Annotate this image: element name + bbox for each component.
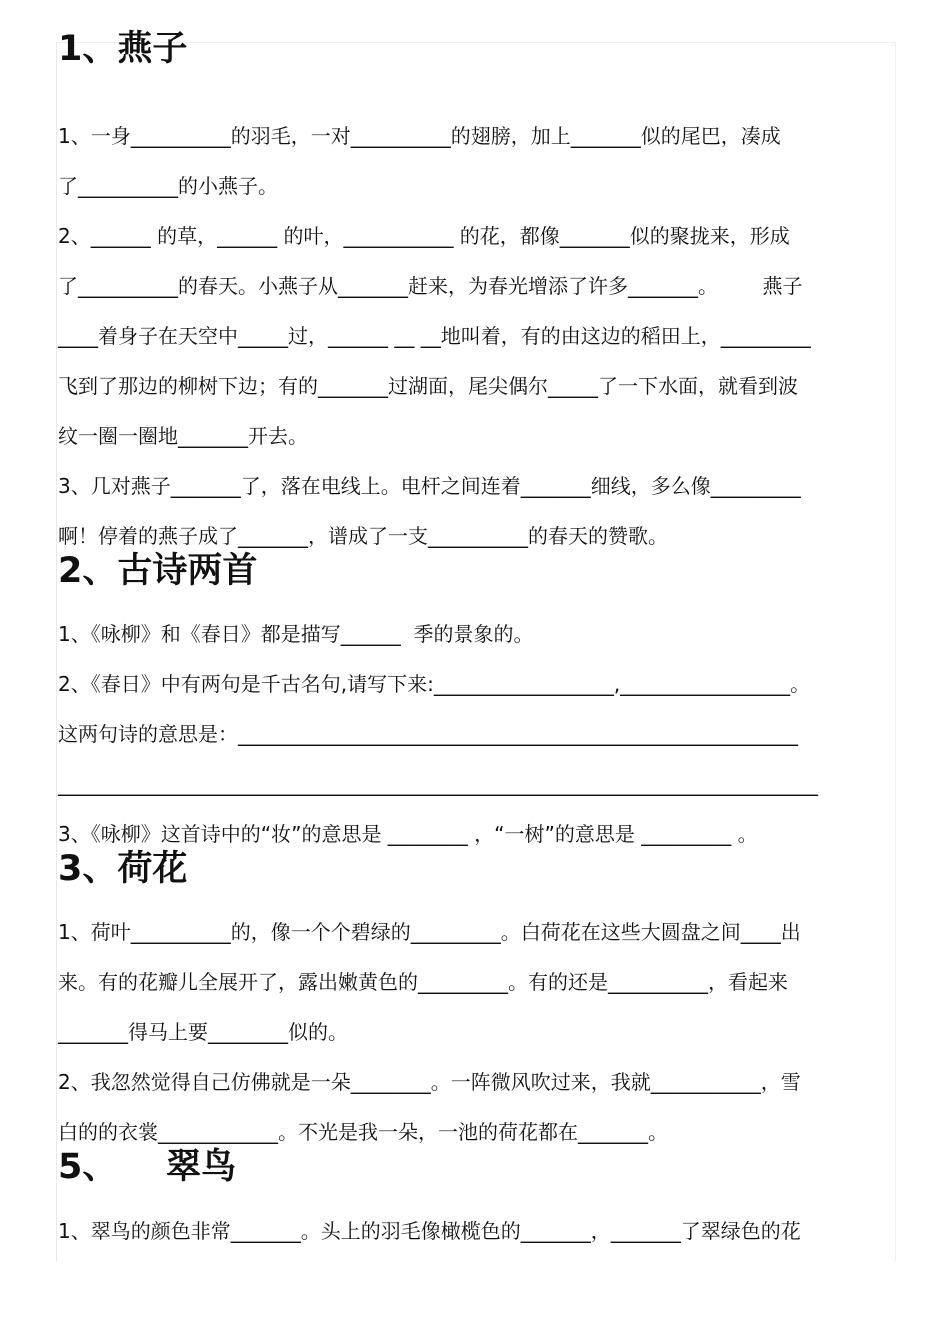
- section-heading: 5、 翠鸟: [58, 1147, 237, 1187]
- question-line: 1、《咏柳》和《春日》都是描写______ 季的景象的。: [58, 622, 534, 646]
- section-heading: 3、荷花: [58, 849, 188, 889]
- question-line: 了__________的小燕子。: [58, 174, 278, 198]
- question-line: ____着身子在天空中_____过，______ __ __地叫着，有的由这边的稻田上，_________: [58, 324, 811, 348]
- question-line: 了__________的春天。小燕子从_______赶来，为春光增添了许多_______。 燕子: [58, 274, 803, 298]
- question-line: 1、翠鸟的颜色非常_______。头上的羽毛像橄榄色的_______，_______了翠绿色的花: [58, 1219, 801, 1243]
- question-line: 2、我忽然觉得自己仿佛就是一朵________。一阵微风吹过来，我就___________，雪: [58, 1070, 801, 1094]
- question-line: 2、《春日》中有两句是千古名句,请写下来:__________________,_________________。: [58, 672, 811, 696]
- question-line: 这两句诗的意思是：________________________________________________________: [58, 722, 798, 746]
- question-line: _______得马上要________似的。: [58, 1020, 348, 1044]
- question-line: 来。有的花瓣儿全展开了，露出嫩黄色的_________。有的还是__________，看起来: [58, 970, 788, 994]
- question-line: ____________________________________________________________________________: [58, 772, 818, 796]
- question-line: 3、几对燕子_______了，落在电线上。电杆之间连着_______细线，多么像_________: [58, 474, 801, 498]
- question-line: 1、一身__________的羽毛，一对__________的翅膀，加上_______似的尾巴，凑成: [58, 124, 781, 148]
- question-line: 2、______ 的草，______ 的叶，___________ 的花，都像_______似的聚拢来，形成: [58, 224, 790, 248]
- question-line: 纹一圈一圈地_______开去。: [58, 424, 308, 448]
- question-line: 啊！停着的燕子成了_______，谱成了一支__________的春天的赞歌。: [58, 524, 668, 548]
- question-line: 3、《咏柳》这首诗中的“妆”的意思是 ________ ，“一树”的意思是 _________ 。: [58, 822, 758, 846]
- question-line: 1、荷叶__________的，像一个个碧绿的_________。白荷花在这些大圆盘之间____出: [58, 920, 801, 944]
- question-line: 白的的衣裳____________。不光是我一朵，一池的荷花都在_______。: [58, 1120, 668, 1144]
- section-heading: 2、古诗两首: [58, 551, 258, 591]
- section-heading: 1、燕子: [58, 29, 188, 69]
- question-line: 飞到了那边的柳树下边；有的_______过湖面，尾尖偶尔_____了一下水面，就看到波: [58, 374, 798, 398]
